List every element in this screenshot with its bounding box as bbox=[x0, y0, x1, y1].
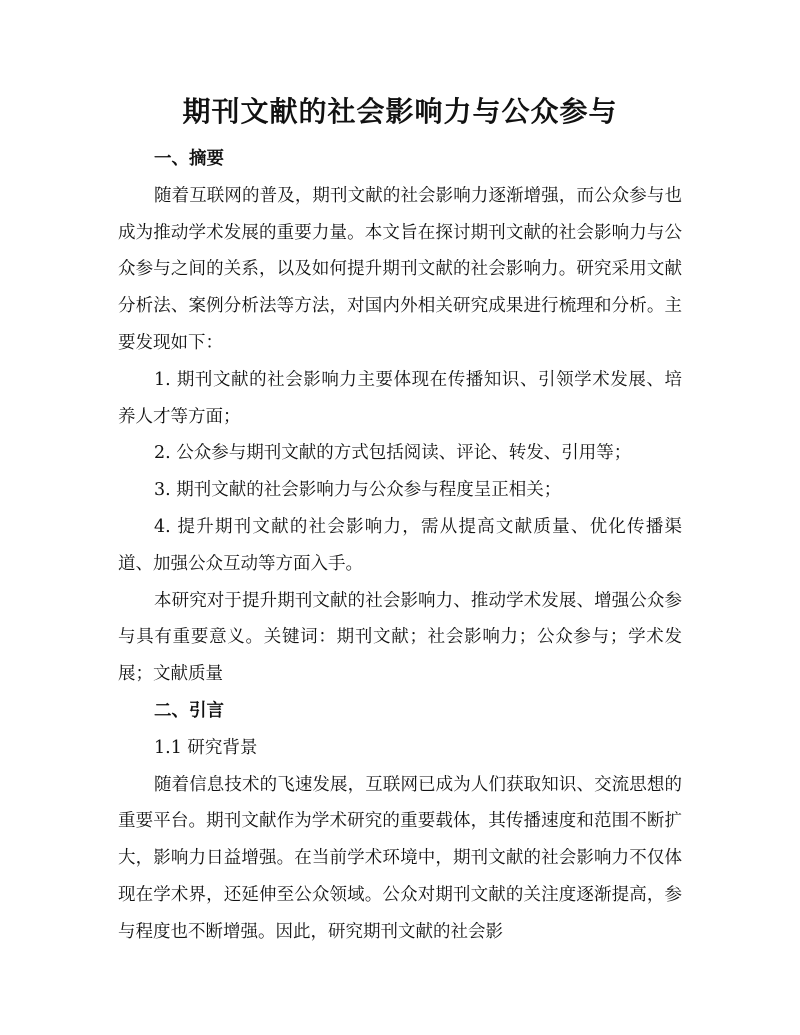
finding-item-3: 3. 期刊文献的社会影响力与公众参与程度呈正相关； bbox=[154, 480, 562, 501]
section-heading-introduction: 二、引言 bbox=[154, 700, 224, 721]
finding-item-2: 2. 公众参与期刊文献的方式包括阅读、评论、转发、引用等； bbox=[154, 443, 632, 464]
abstract-paragraph-1: 随着互联网的普及，期刊文献的社会影响力逐渐增强，而公众参与也成为推动学术发展的重要力量。本文旨在探讨期刊文献的社会影响力与公众参与之间的关系，以及如何提升期刊文献的社会影响力。研究采用文献分析法、案例分析法等方法，对国内外相关研究成果进行梳理和分析。主要发现如下： bbox=[118, 185, 682, 353]
finding-item-4: 4. 提升期刊文献的社会影响力，需从提高文献质量、优化传播渠道、加强公众互动等方面入手。 bbox=[118, 516, 682, 574]
abstract-paragraph-2: 本研究对于提升期刊文献的社会影响力、推动学术发展、增强公众参与具有重要意义。关键词：期刊文献；社会影响力；公众参与；学术发展；文献质量 bbox=[118, 590, 682, 685]
document-title: 期刊文献的社会影响力与公众参与 bbox=[182, 95, 618, 128]
subsection-heading-background: 1.1 研究背景 bbox=[154, 737, 258, 758]
document-body bbox=[118, 141, 682, 951]
finding-item-1: 1. 期刊文献的社会影响力主要体现在传播知识、引领学术发展、培养人才等方面； bbox=[118, 369, 682, 427]
section-heading-abstract: 一、摘要 bbox=[154, 149, 224, 169]
introduction-paragraph-1: 随着信息技术的飞速发展，互联网已成为人们获取知识、交流思想的重要平台。期刊文献作为学术研究的重要载体，其传播速度和范围不断扩大，影响力日益增强。在当前学术环境中，期刊文献的社会影响力不仅体现在学术界，还延伸至公众领域。公众对期刊文献的关注度逐渐提高，参与程度也不断增强。因此，研究期刊文献的社会影 bbox=[118, 774, 682, 942]
